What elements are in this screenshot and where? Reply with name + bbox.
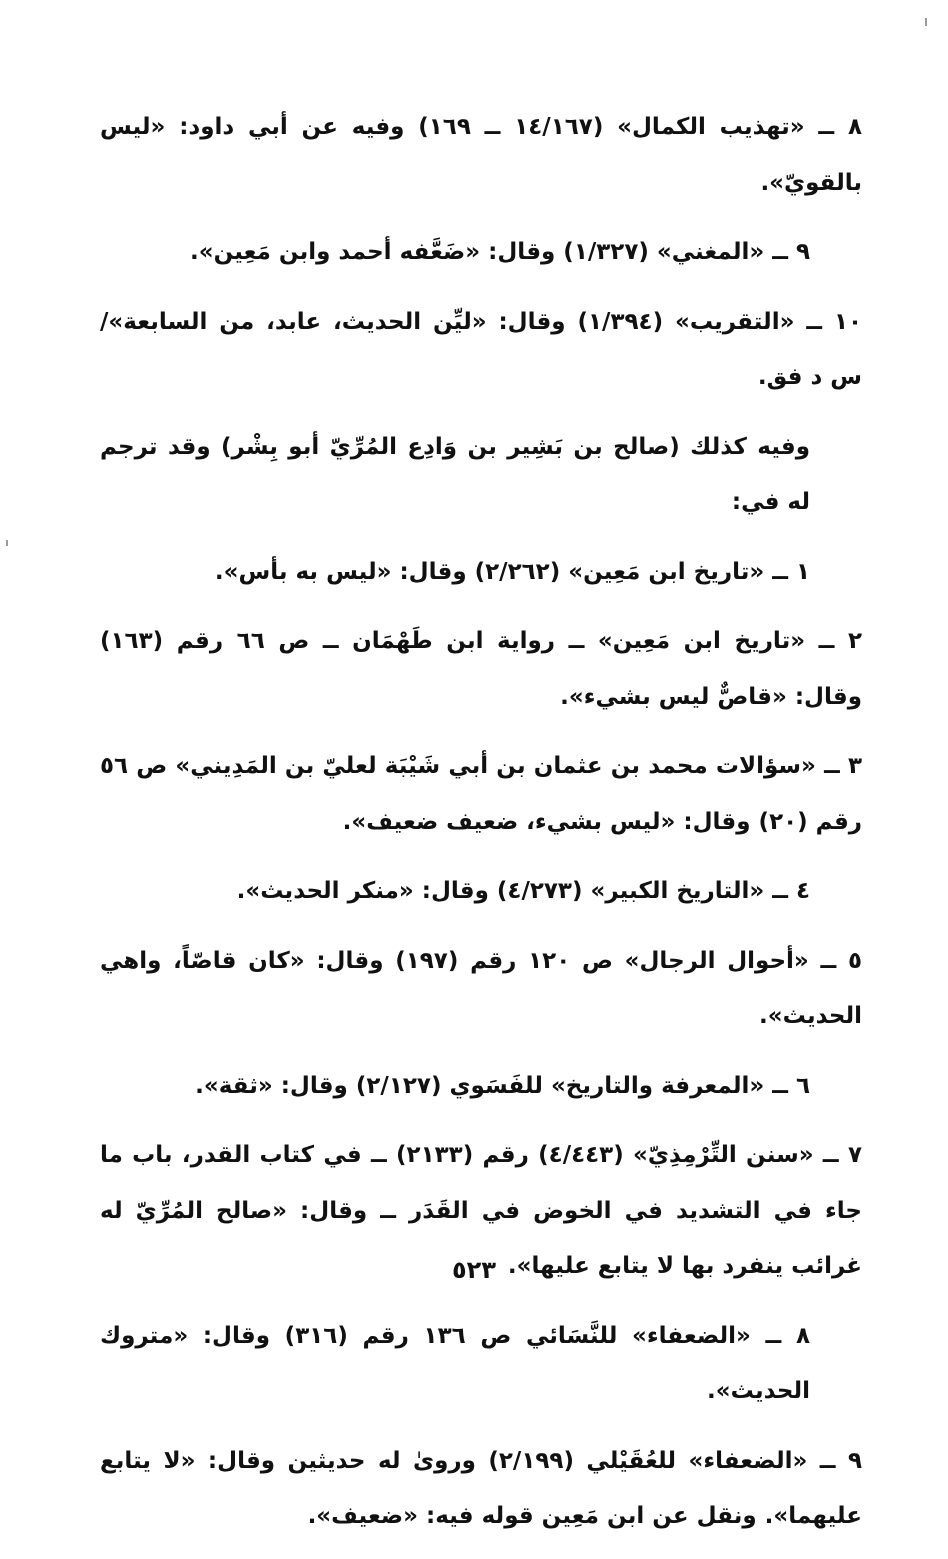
paragraph: ٩ ــ «المغني» (١/٣٢٧) وقال: «ضَعَّفه أحمد وابن مَعِين». xyxy=(189,239,810,265)
body-text xyxy=(100,100,862,1559)
paragraph: وفيه كذلك (صالح بن بَشِير بن وَادِع المُرِّيّ أبو بِشْر) وقد ترجم له في: xyxy=(100,433,810,515)
paragraph: ١ ــ «تاريخ ابن مَعِين» (٢/٢٦٢) وقال: «ليس به بأس». xyxy=(214,558,810,585)
paragraph: ٤ ــ «التاريخ الكبير» (٤/٢٧٣) وقال: «منكر الحديث». xyxy=(236,878,810,904)
paragraph: ٨ ــ «تهذيب الكمال» (١٤/١٦٧ ــ ١٦٩) وفيه عن أبي داود: «ليس بالقويّ». xyxy=(100,114,862,196)
paragraph: ٦ ــ «المعرفة والتاريخ» للفَسَوي (٢/١٢٧) وقال: «ثقة». xyxy=(195,1072,810,1099)
scan-speck xyxy=(925,18,927,26)
paragraph: ٩ ــ «الضعفاء» للعُقَيْلي (٢/١٩٩) وروىٰ له حديثين وقال: «لا يتابع عليهما». ونقل عن ابن مَعِين قوله فيه: «ضعيف». xyxy=(100,1447,863,1529)
paragraph: ٣ ــ «سؤالات محمد بن عثمان بن أبي شَيْبَة لعليّ بن المَدِيني» ص ٥٦ رقم (٢٠) وقال: «ليس بشيء، ضعيف ضعيف». xyxy=(100,753,862,835)
paragraph: ٨ ــ «الضعفاء» للنَّسَائي ص ١٣٦ رقم (٣١٦) وقال: «متروك الحديث». xyxy=(100,1322,810,1404)
paragraph: ٧ ــ «سنن التِّرْمِذِيّ» (٤/٤٤٣) رقم (٢١٣٣) ــ في كتاب القدر، باب ما جاء في التشديد في الخوض في القَدَر ــ وقال: «صالح المُرِّيّ له غرائب ينفرد بها لا يتابع عليها». xyxy=(100,1142,862,1279)
scan-speck xyxy=(6,540,8,546)
paragraph: ٥ ــ «أحوال الرجال» ص ١٢٠ رقم (١٩٧) وقال: «كان قاصّاً، واهي الحديث». xyxy=(100,947,862,1029)
paragraph: ٢ ــ «تاريخ ابن مَعِين» ــ رواية ابن طَهْمَان ــ ص ٦٦ رقم (١٦٣) وقال: «قاصٌّ ليس بشيء». xyxy=(100,628,862,710)
paragraph: ١٠ ــ «التقريب» (١/٣٩٤) وقال: «ليِّن الحديث، عابد، من السابعة»/ س د فق. xyxy=(100,308,863,390)
page-number: ٥٢٣ xyxy=(452,1256,496,1284)
